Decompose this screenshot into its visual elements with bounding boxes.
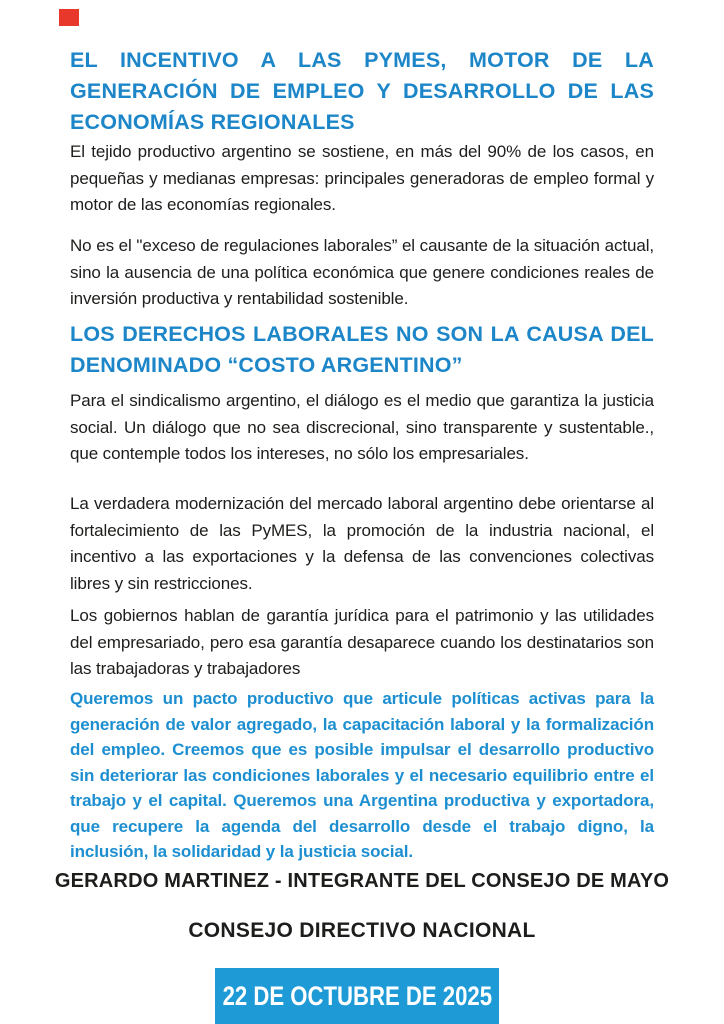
main-heading: EL INCENTIVO A LAS PYMES, MOTOR DE LA GENERACIÓN DE EMPLEO Y DESARROLLO DE LAS ECONOMÍAS REGIONALES xyxy=(70,48,654,134)
paragraph-dialogue: Para el sindicalismo argentino, el diálogo es el medio que garantiza la justicia social. Un diálogo que no sea discrecional, sino transparente y sustentable., que contemple todos los intereses, no sólo los empresariales. xyxy=(70,391,654,463)
paragraph-guarantees: Los gobiernos hablan de garantía jurídica para el patrimonio y las utilidades del empresariado, pero esa garantía desaparece cuando los destinatarios son las trabajadoras y trabajadores xyxy=(70,606,654,678)
author-signature-line: GERARDO MARTINEZ - INTEGRANTE DEL CONSEJO DE MAYO xyxy=(54,870,670,892)
banner-date-text: 22 DE OCTUBRE DE 2025 xyxy=(222,980,492,1011)
paragraph-modernization: La verdadera modernización del mercado laboral argentino debe orientarse al fortalecimiento de las PyMES, la promoción de la industria nacional, el incentivo a las exportaciones y la defensa de las convenciones colectivas libres y sin restricciones. xyxy=(70,494,654,593)
date-banner xyxy=(215,968,499,1024)
red-marker xyxy=(59,9,79,26)
paragraph-productive-fabric: El tejido productivo argentino se sostiene, en más del 90% de los casos, en pequeñas y medianas empresas: principales generadoras de empleo formal y motor de las economías regionales. xyxy=(70,142,654,214)
paragraph-regulations: No es el "exceso de regulaciones laborales” el causante de la situación actual, sino la ausencia de una política económica que genere condiciones reales de inversión productiva y rentabilidad sostenible. xyxy=(70,236,654,308)
emphasis-paragraph-pact: Queremos un pacto productivo que articule políticas activas para la generación de valor agregado, la capacitación laboral y la formalización del empleo. Creemos que es posible impulsar el desarrollo productivo sin deteriorar las condiciones laborales y el necesario equilibrio entre el trabajo y el capital. Queremos una Argentina productiva y exportadora, que recupere la agenda del desarrollo desde el trabajo digno, la inclusión, la solidaridad y la justicia social. xyxy=(70,689,654,861)
secondary-heading: LOS DERECHOS LABORALES NO SON LA CAUSA DEL DENOMINADO “COSTO ARGENTINO” xyxy=(70,322,654,377)
organization-line: CONSEJO DIRECTIVO NACIONAL xyxy=(188,919,536,942)
